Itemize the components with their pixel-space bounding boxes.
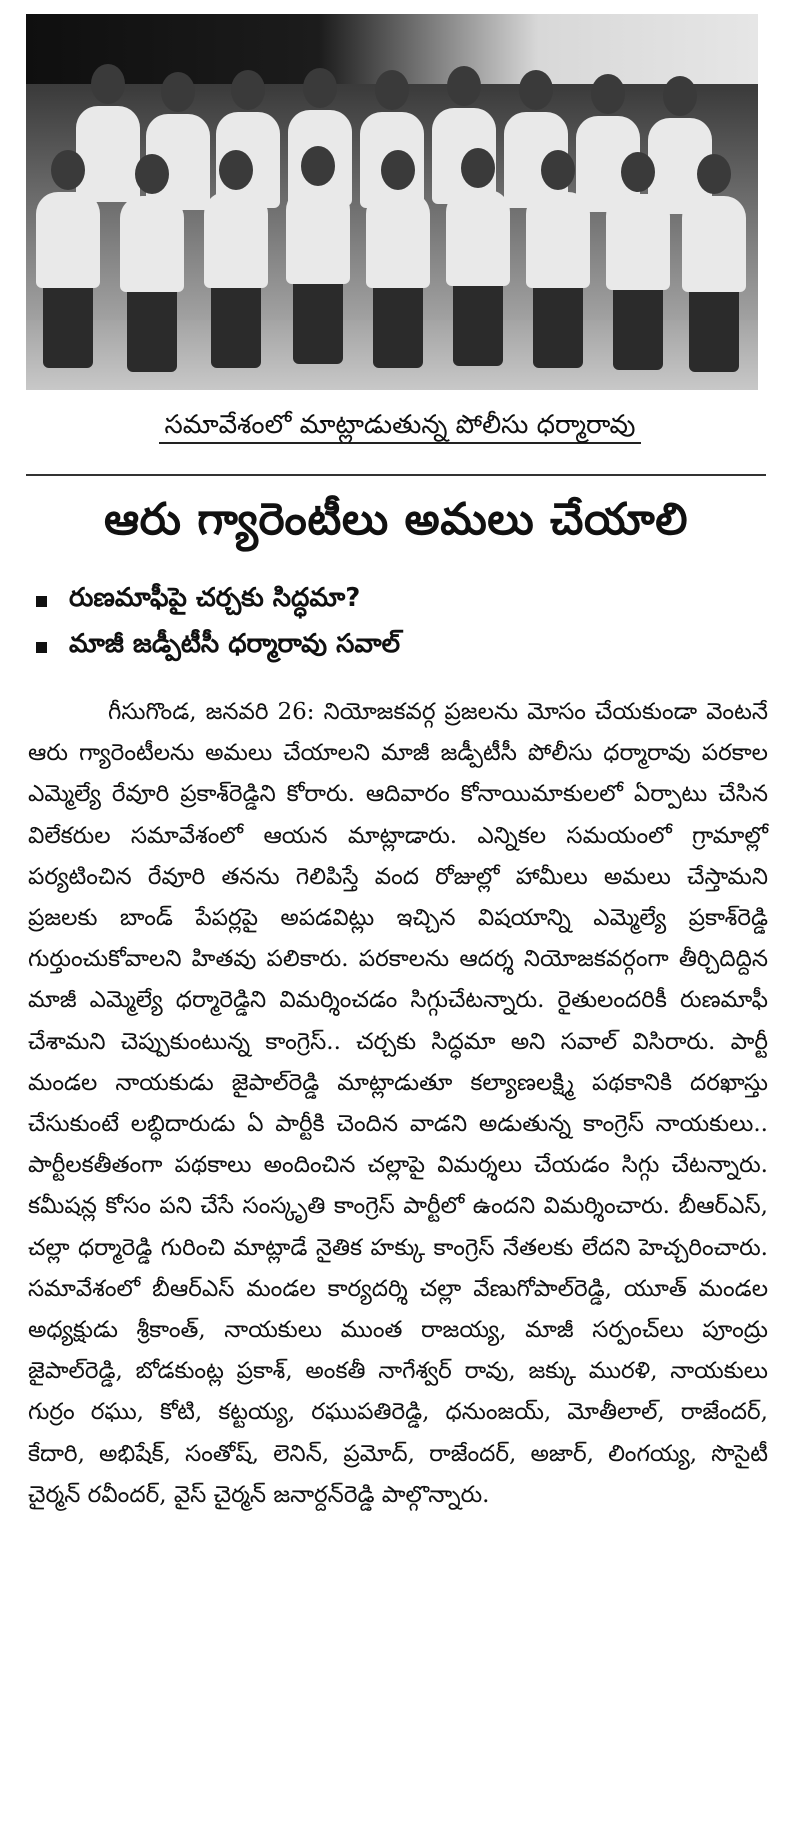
- person-figure: [366, 150, 430, 368]
- subhead-item: [30, 624, 770, 670]
- photo-caption-text: సమావేశంలో మాట్లాడుతున్న పోలీసు ధర్మారావు: [159, 410, 642, 444]
- subheads: [30, 578, 770, 670]
- person-figure: [446, 148, 510, 366]
- square-bullet-icon: [36, 642, 47, 653]
- headline: ఆరు గ్యారెంటీలు అమలు చేయాలి: [104, 494, 688, 545]
- photo-caption: [0, 408, 800, 442]
- group-photo: [26, 14, 758, 390]
- person-figure: [682, 154, 746, 372]
- person-figure: [286, 146, 350, 364]
- subhead-text: రుణమాఫీపై చర్చకు సిద్ధమా?: [69, 583, 361, 613]
- subhead-item: [30, 578, 770, 624]
- subhead-text: మాజీ జడ్పీటీసీ ధర్మారావు సవాల్: [69, 629, 401, 659]
- person-figure: [526, 150, 590, 368]
- person-figure: [120, 154, 184, 372]
- square-bullet-icon: [36, 596, 47, 607]
- article-body: గీసుగొండ, జనవరి 26: నియోజకవర్గ ప్రజలను మోసం చేయకుండా వెంటనే ఆరు గ్యారెంటీలను అమలు చేయాలని మాజీ జడ్పీటీసీ పోలీసు ధర్మారావు పరకాల ఎమ్మెల్యే రేవూరి ప్రకాశ్‌రెడ్డిని కోరారు. ఆదివారం కోనాయిమాకులలో ఏర్పాటు చేసిన విలేకరుల సమావేశంలో ఆయన మాట్లాడారు. ఎన్నికల సమయంలో గ్రామాల్లో పర్యటించిన రేవూరి తనను గెలిపిస్తే వంద రోజుల్లో హామీలు అమలు చేస్తామని ప్రజలకు బాండ్ పేపర్లపై అపడవిట్లు ఇచ్చిన విషయాన్ని ఎమ్మెల్యే ప్రకాశ్‌రెడ్డి గుర్తుంచుకోవాలని హితవు పలికారు. పరకాలను ఆదర్శ నియోజకవర్గంగా తీర్చిదిద్దిన మాజీ ఎమ్మెల్యే ధర్మారెడ్డిని విమర్శించడం సిగ్గుచేటన్నారు. రైతులందరికీ రుణమాఫీ చేశామని చెప్పుకుంటున్న కాంగ్రెస్.. చర్చకు సిద్ధమా అని సవాల్ విసిరారు. పార్టీ మండల నాయకుడు జైపాల్‌రెడ్డి మాట్లాడుతూ కల్యాణలక్ష్మి పథకానికి దరఖాస్తు చేసుకుంటే లబ్ధిదారుడు ఏ పార్టీకి చెందిన వాడని అడుతున్న కాంగ్రెస్ నాయకులు.. పార్టీలకతీతంగా పథకాలు అందించిన చల్లాపై విమర్శలు చేయడం సిగ్గు చేటన్నారు. కమీషన్ల కోసం పని చేసే సంస్కృతి కాంగ్రెస్ పార్టీలో ఉందని విమర్శించారు. బీఆర్ఎస్, చల్లా ధర్మారెడ్డి గురించి మాట్లాడే నైతిక హక్కు కాంగ్రెస్ నేతలకు లేదని హెచ్చరించారు. సమావేశంలో బీఆర్ఎస్ మండల కార్యదర్శి చల్లా వేణుగోపాల్‌రెడ్డి, యూత్ మండల అధ్యక్షుడు శ్రీకాంత్, నాయకులు ముంత రాజయ్య, మాజీ సర్పంచ్‌లు పూంద్రు జైపాల్‌రెడ్డి, బోడకుంట్ల ప్రకాశ్, అంకతీ నాగేశ్వర్ రావు, జక్కు మురళి, నాయకులు గుర్రం రఘు, కోటి, కట్టయ్య, రఘుపతిరెడ్డి, ధనుంజయ్, మోతీలాల్, రాజేందర్, కేదారి, అభిషేక్, సంతోష్, లెనిన్, ప్రమోద్, రాజేందర్, అజార్, లింగయ్య, సొసైటీ చైర్మన్ రవీందర్, వైస్ చైర్మన్ జనార్దన్‌రెడ్డి పాల్గొన్నారు.: [28, 699, 768, 1508]
- person-figure: [606, 152, 670, 370]
- person-figure: [204, 150, 268, 368]
- divider: [26, 474, 766, 476]
- person-figure: [36, 150, 100, 368]
